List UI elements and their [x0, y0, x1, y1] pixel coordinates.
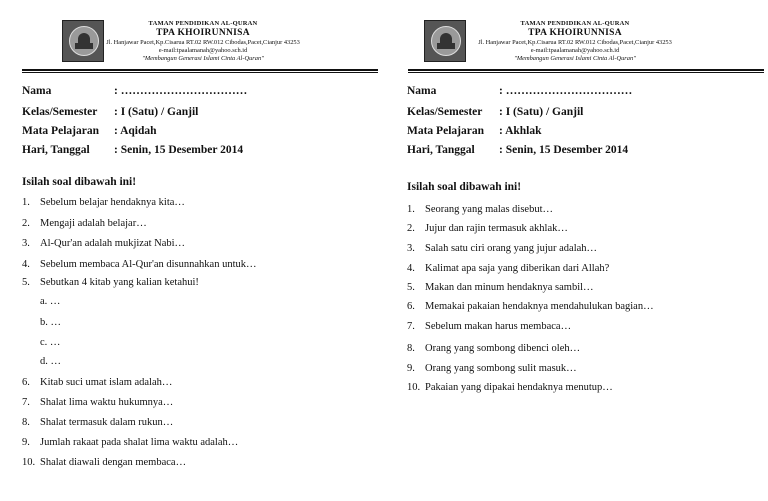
header-divider — [22, 69, 378, 71]
field-value: : I (Satu) / Ganjil — [499, 106, 584, 118]
question-text: Orang yang sombong sulit masuk… — [425, 363, 577, 374]
question-text: Seorang yang malas disebut… — [425, 204, 554, 215]
question-text: Orang yang sombong dibenci oleh… — [425, 343, 581, 354]
question-text: Makan dan minum hendaknya sambil… — [425, 282, 594, 293]
field-value: : Aqidah — [114, 125, 157, 137]
question-number: 2. — [22, 218, 30, 229]
school-name: TPA KHOIRUNNISA — [156, 28, 250, 38]
field-value: : Senin, 15 Desember 2014 — [499, 144, 629, 156]
answer-option: c. … — [40, 337, 61, 348]
question-text: Jujur dan rajin termasuk akhlak… — [425, 223, 568, 234]
question-text: Sebelum membaca Al-Qur'an disunnahkan untuk… — [40, 259, 257, 270]
field-value: : …………………………… — [499, 85, 633, 97]
question-text: Shalat lima waktu hukumnya… — [40, 397, 174, 408]
header-divider-thin — [408, 72, 764, 73]
question-number: 1. — [22, 197, 30, 208]
question-text: Kalimat apa saja yang diberikan dari Allah? — [425, 263, 610, 274]
question-number: 5. — [407, 282, 415, 293]
answer-option: b. … — [40, 317, 61, 328]
field-value: : I (Satu) / Ganjil — [114, 106, 199, 118]
question-number: 10. — [407, 382, 421, 393]
school-email: e-mail:tpaalamanah@yahoo.sch.id — [158, 47, 248, 54]
letterhead — [420, 20, 730, 63]
question-number: 3. — [22, 238, 30, 249]
question-text: Mengaji adalah belajar… — [40, 218, 147, 229]
letterhead — [48, 20, 358, 63]
question-text: Jumlah rakaat pada shalat lima waktu adalah… — [40, 437, 239, 448]
field-label: Kelas/Semester — [22, 106, 98, 118]
instruction: Isilah soal dibawah ini! — [22, 176, 137, 188]
question-text: Shalat termasuk dalam rukun… — [40, 417, 174, 428]
question-number: 8. — [407, 343, 415, 354]
question-number: 4. — [407, 263, 415, 274]
org-name: TAMAN PENDIDIKAN AL-QURAN — [148, 20, 258, 27]
field-label: Mata Pelajaran — [22, 125, 99, 137]
school-email: e-mail:tpaalamanah@yahoo.sch.id — [530, 47, 620, 54]
header-divider-thin — [22, 72, 378, 73]
question-number: 4. — [22, 259, 30, 270]
question-text: Sebutkan 4 kitab yang kalian ketahui! — [40, 277, 199, 288]
org-name: TAMAN PENDIDIKAN AL-QURAN — [520, 20, 630, 27]
question-text: Pakaian yang dipakai hendaknya menutup… — [425, 382, 613, 393]
field-value: : Akhlak — [499, 125, 542, 137]
question-text: Al-Qur'an adalah mukjizat Nabi… — [40, 238, 186, 249]
school-name: TPA KHOIRUNNISA — [528, 28, 622, 38]
school-motto: "Membangun Generasi Islami Cinta Al-Quran" — [514, 55, 636, 62]
right-worksheet — [384, 0, 768, 501]
question-number: 7. — [407, 321, 415, 332]
question-number: 10. — [22, 457, 36, 468]
question-number: 1. — [407, 204, 415, 215]
field-label: Kelas/Semester — [407, 106, 483, 118]
answer-option: a. … — [40, 296, 61, 307]
field-value: : Senin, 15 Desember 2014 — [114, 144, 244, 156]
question-text: Sebelum belajar hendaknya kita… — [40, 197, 185, 208]
field-label: Mata Pelajaran — [407, 125, 484, 137]
field-label: Hari, Tanggal — [407, 144, 475, 156]
question-text: Kitab suci umat islam adalah… — [40, 377, 173, 388]
question-number: 7. — [22, 397, 30, 408]
field-label: Nama — [22, 85, 52, 97]
header-divider — [408, 69, 764, 71]
field-label: Nama — [407, 85, 437, 97]
question-text: Shalat diawali dengan membaca… — [40, 457, 187, 468]
question-number: 6. — [22, 377, 30, 388]
field-value: : …………………………… — [114, 85, 248, 97]
question-number: 5. — [22, 277, 30, 288]
answer-option: d. … — [40, 356, 61, 367]
question-text: Sebelum makan harus membaca… — [425, 321, 572, 332]
question-number: 6. — [407, 301, 415, 312]
school-address: Jl. Hanjawar Pacet,Kp.Cisarua RT.02 RW.012 Cibodas,Pacet,Cianjur 43253 — [478, 39, 672, 46]
instruction: Isilah soal dibawah ini! — [407, 181, 522, 193]
question-number: 8. — [22, 417, 30, 428]
question-number: 9. — [407, 363, 415, 374]
question-number: 9. — [22, 437, 30, 448]
question-number: 3. — [407, 243, 415, 254]
question-number: 2. — [407, 223, 415, 234]
school-motto: "Membangun Generasi Islami Cinta Al-Quran" — [142, 55, 264, 62]
field-label: Hari, Tanggal — [22, 144, 90, 156]
question-text: Salah satu ciri orang yang jujur adalah… — [425, 243, 598, 254]
question-text: Memakai pakaian hendaknya mendahulukan bagian… — [425, 301, 654, 312]
school-address: Jl. Hanjawar Pacet,Kp.Cisarua RT.02 RW.012 Cibodas,Pacet,Cianjur 43253 — [106, 39, 300, 46]
